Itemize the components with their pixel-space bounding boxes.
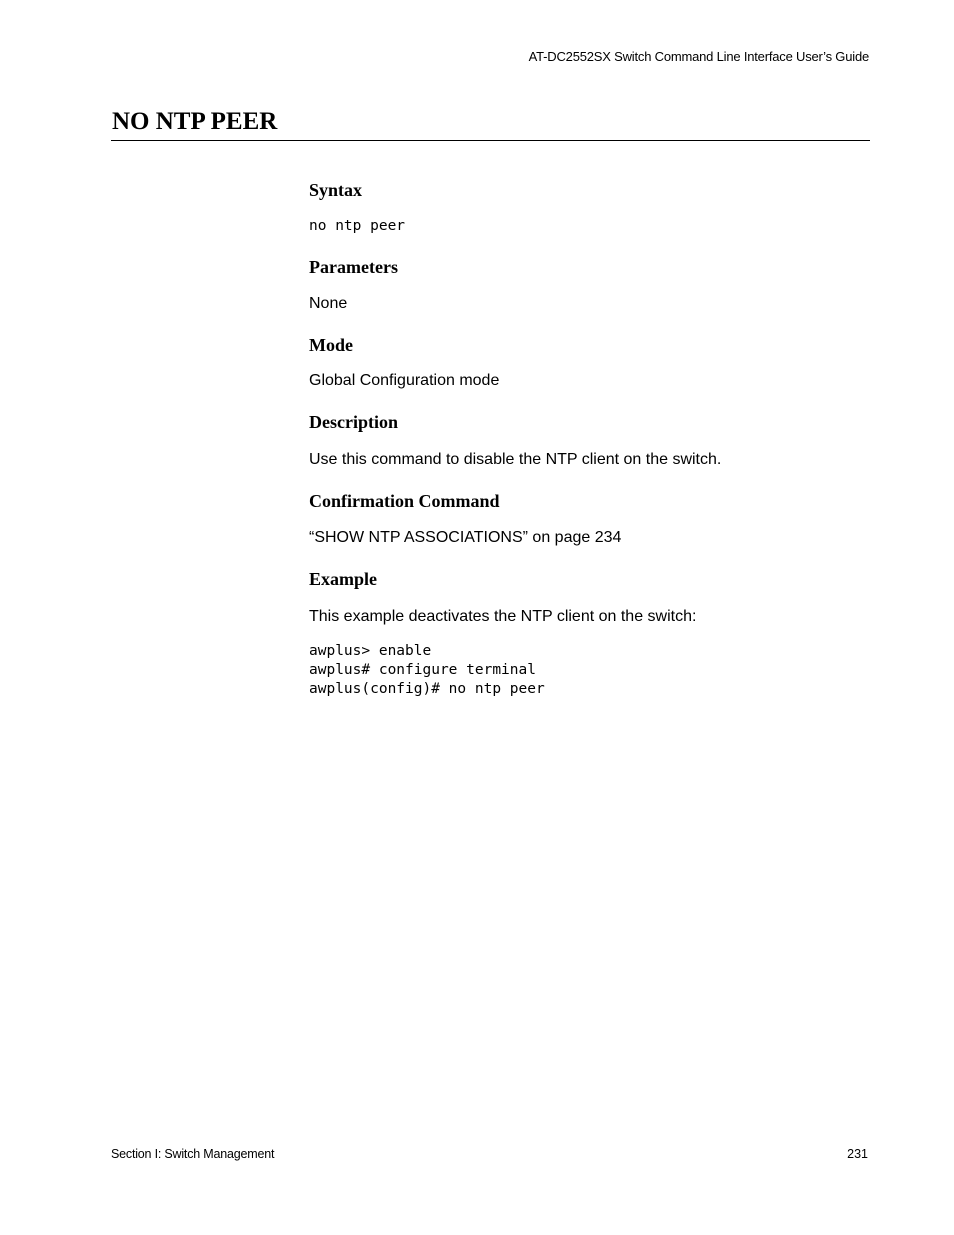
description-text: Use this command to disable the NTP client on the switch. — [309, 451, 722, 468]
parameters-text: None — [309, 295, 348, 312]
description-heading: Description — [309, 412, 398, 432]
footer-page-number: 231 — [847, 1147, 868, 1161]
title-divider — [111, 140, 870, 141]
syntax-heading: Syntax — [309, 180, 363, 200]
example-heading: Example — [309, 569, 378, 589]
syntax-code: no ntp peer — [309, 218, 406, 234]
example-text: This example deactivates the NTP client on the switch: — [309, 608, 697, 625]
example-code-line: awplus> enable — [309, 643, 432, 659]
example-code-line: awplus(config)# no ntp peer — [309, 681, 545, 697]
page-title: NO NTP PEER — [112, 108, 278, 135]
example-code-line: awplus# configure terminal — [309, 662, 536, 678]
mode-text: Global Configuration mode — [309, 372, 500, 389]
footer-section: Section I: Switch Management — [111, 1147, 275, 1161]
confirmation-heading: Confirmation Command — [309, 491, 500, 511]
confirmation-link[interactable]: “SHOW NTP ASSOCIATIONS” on page 234 — [309, 529, 622, 546]
parameters-heading: Parameters — [309, 257, 398, 277]
running-header: AT-DC2552SX Switch Command Line Interface User’s Guide — [528, 49, 869, 64]
command-content — [309, 178, 869, 699]
mode-heading: Mode — [309, 335, 353, 355]
example-code-block — [309, 642, 869, 699]
